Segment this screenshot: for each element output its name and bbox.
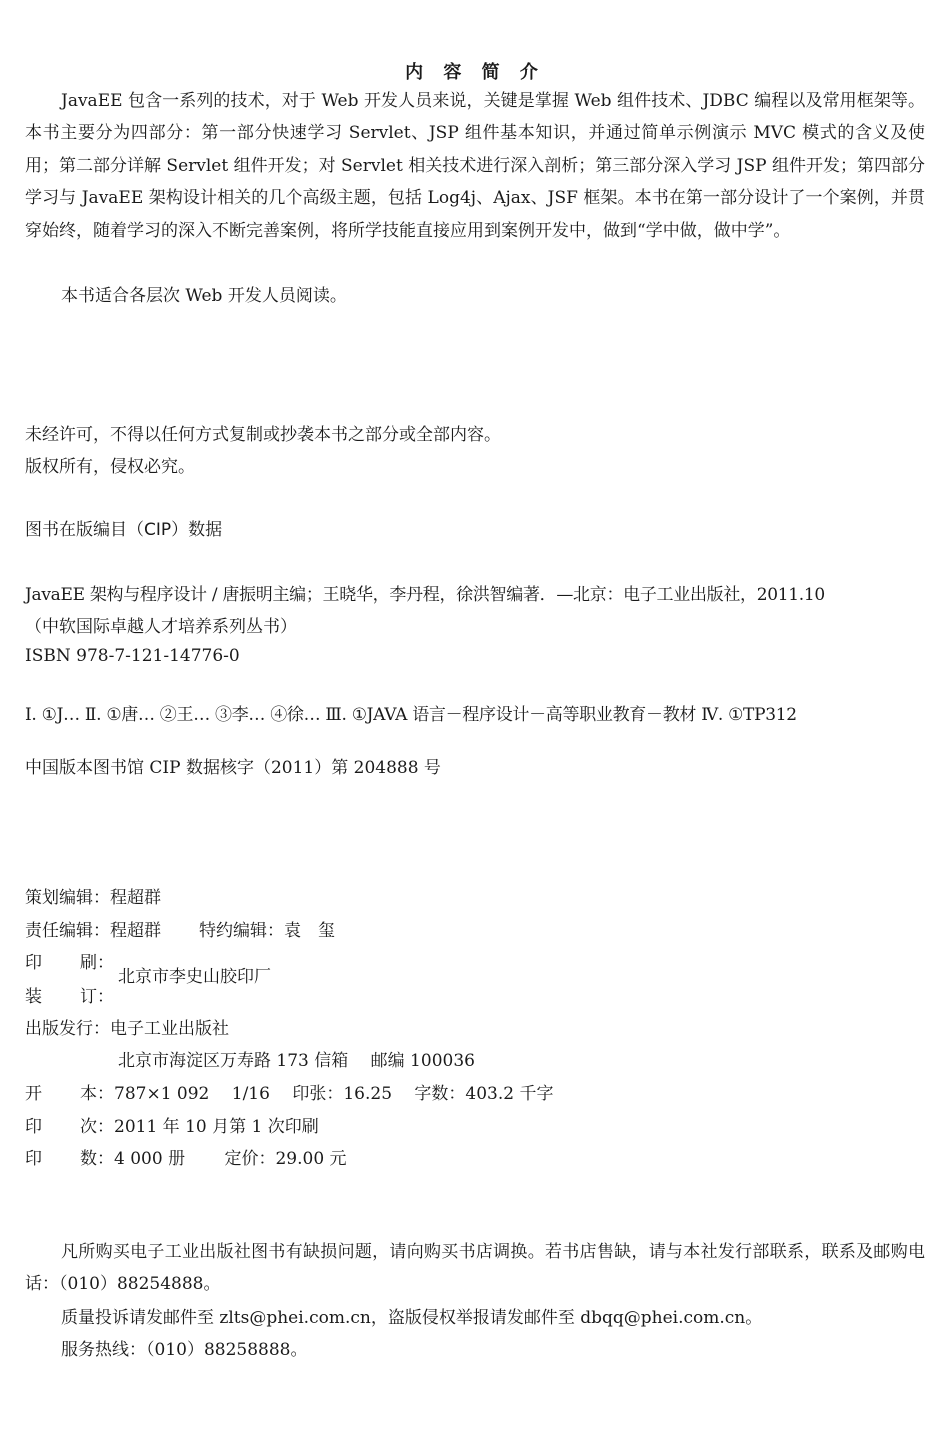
edition-row: 印 次：2011 年 10 月第 1 次印刷 <box>25 1117 319 1137</box>
publisher-name: 电子工业出版社 <box>110 1019 229 1039</box>
special-editor-name: 袁 玺 <box>284 921 335 941</box>
publisher-address: 北京市海淀区万寿路 173 信箱 邮编 100036 <box>118 1051 475 1071</box>
planning-editor-label: 策划编辑： <box>25 888 110 908</box>
copies-details: 4 000 册 定价：29.00 元 <box>114 1149 347 1169</box>
responsible-editor-label: 责任编辑： <box>25 921 110 941</box>
responsible-editor-name: 程超群 <box>110 921 161 941</box>
cip-record-number: 中国版本图书馆 CIP 数据核字（2011）第 204888 号 <box>25 758 441 778</box>
format-row: 开 本：787×1 092 1/16 印张：16.25 字数：403.2 千字 <box>25 1084 554 1104</box>
publisher-row <box>25 1014 229 1039</box>
printer-name: 北京市李史山胶印厂 <box>118 967 271 987</box>
rights-notice: 版权所有，侵权必究。 <box>25 457 195 477</box>
planning-editor-name: 程超群 <box>110 888 161 908</box>
edition-details: 2011 年 10 月第 1 次印刷 <box>114 1117 319 1137</box>
intro-audience: 本书适合各层次 Web 开发人员阅读。 <box>61 286 347 306</box>
planning-editor-row <box>25 883 161 908</box>
special-editor-label: 特约编辑： <box>199 921 284 941</box>
cip-isbn: ISBN 978-7-121-14776-0 <box>25 646 240 666</box>
intro-paragraph: JavaEE 包含一系列的技术，对于 Web 开发人员来说，关键是掌握 Web 组件技术、JDBC 编程以及常用框架等。本书主要分为四部分：第一部分快速学习 Servlet、JSP 组件基本知识，并通过简单示例演示 MVC 模式的含义及使用；第二部分详解 Servlet 组件开发；对 Servlet 相关技术进行深入剖析；第三部分深入学习 JSP 组件开发；第四部分学习与 JavaEE 架构设计相关的几个高级主题，包括 Log4j、Ajax、JSF 框架。本书在第一部分设计了一个案例，并贯穿始终，随着学习的深入不断完善案例，将所学技能直接应用到案例开发中，做到“学中做，做中学”。 <box>25 91 925 241</box>
service-hotline: 服务热线：（010）88258888。 <box>61 1340 308 1360</box>
cip-bibliographic-line: JavaEE 架构与程序设计 / 唐振明主编；王晓华，李丹程，徐洪智编著．—北京：电子工业出版社，2011.10 <box>25 585 825 605</box>
binding-label: 装 订： <box>25 987 114 1007</box>
publisher-label: 出版发行： <box>25 1019 110 1039</box>
cip-classification: I. ①J… Ⅱ. ①唐… ②王… ③李… ④徐… Ⅲ. ①JAVA 语言－程序设计－高等职业教育－教材 Ⅳ. ①TP312 <box>25 705 797 725</box>
format-details: 787×1 092 1/16 印张：16.25 字数：403.2 千字 <box>114 1084 554 1104</box>
return-policy-notice: 凡所购买电子工业出版社图书有缺损问题，请向购买书店调换。若书店售缺，请与本社发行部联系，联系及邮购电话：（010）88254888。 <box>25 1242 925 1295</box>
copyright-notice: 未经许可，不得以任何方式复制或抄袭本书之部分或全部内容。 <box>25 425 501 445</box>
copies-row: 印 数：4 000 册 定价：29.00 元 <box>25 1149 347 1169</box>
intro-heading: 内 容 简 介 <box>405 62 545 83</box>
complaint-email-notice: 质量投诉请发邮件至 zlts@phei.com.cn，盗版侵权举报请发邮件至 dbqq@phei.com.cn。 <box>61 1308 763 1328</box>
responsible-editor-row <box>25 916 335 941</box>
cip-title: 图书在版编目（CIP）数据 <box>25 520 223 540</box>
cip-series: （中软国际卓越人才培养系列丛书） <box>25 617 297 637</box>
printing-label: 印 刷： <box>25 953 114 973</box>
